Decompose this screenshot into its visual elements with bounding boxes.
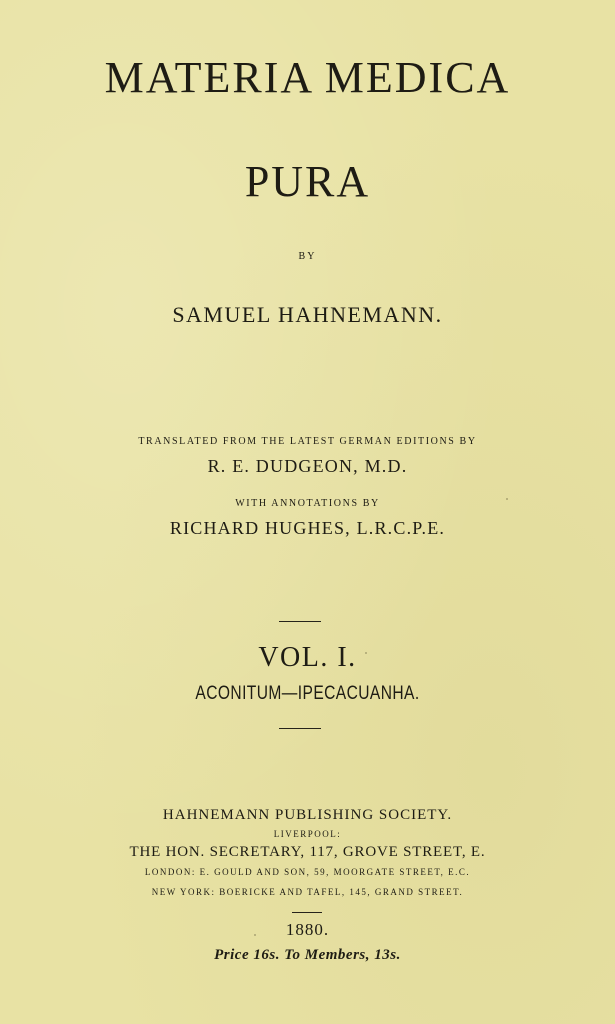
annotations-by-label: WITH ANNOTATIONS BY (235, 498, 380, 509)
volume-number: VOL. I. (258, 642, 357, 673)
author-name: SAMUEL HAHNEMANN. (172, 302, 443, 327)
annotator-name: RICHARD HUGHES, L.R.C.P.E. (169, 518, 446, 538)
publication-year: 1880. (285, 920, 330, 939)
paper-speck (506, 498, 508, 500)
liverpool-address: THE HON. SECRETARY, 117, GROVE STREET, E. (129, 844, 486, 860)
publisher-name: HAHNEMANN PUBLISHING SOCIETY. (162, 807, 453, 823)
city-liverpool: LIVERPOOL: (273, 829, 342, 839)
translator-name: R. E. DUDGEON, M.D. (207, 456, 408, 476)
divider-rule-top (279, 621, 321, 622)
by-label: BY (298, 251, 317, 262)
london-address: LONDON: E. GOULD AND SON, 59, MOORGATE STREET, E.C. (144, 867, 471, 877)
newyork-address: NEW YORK: BOERICKE AND TAFEL, 145, GRAND STREET. (151, 887, 464, 897)
divider-rule-bottom (279, 728, 321, 729)
price-line: Price 16s. To Members, 13s. (214, 947, 401, 963)
translated-by-label: TRANSLATED FROM THE LATEST GERMAN EDITIONS BY (138, 436, 477, 447)
title-line-1: MATERIA MEDICA (104, 53, 511, 102)
volume-contents: ACONITUM—IPECACUANHA. (195, 683, 420, 704)
paper-speck (365, 652, 367, 654)
divider-rule-small (292, 912, 322, 913)
paper-speck (254, 934, 256, 936)
title-line-2: PURA (244, 157, 371, 206)
